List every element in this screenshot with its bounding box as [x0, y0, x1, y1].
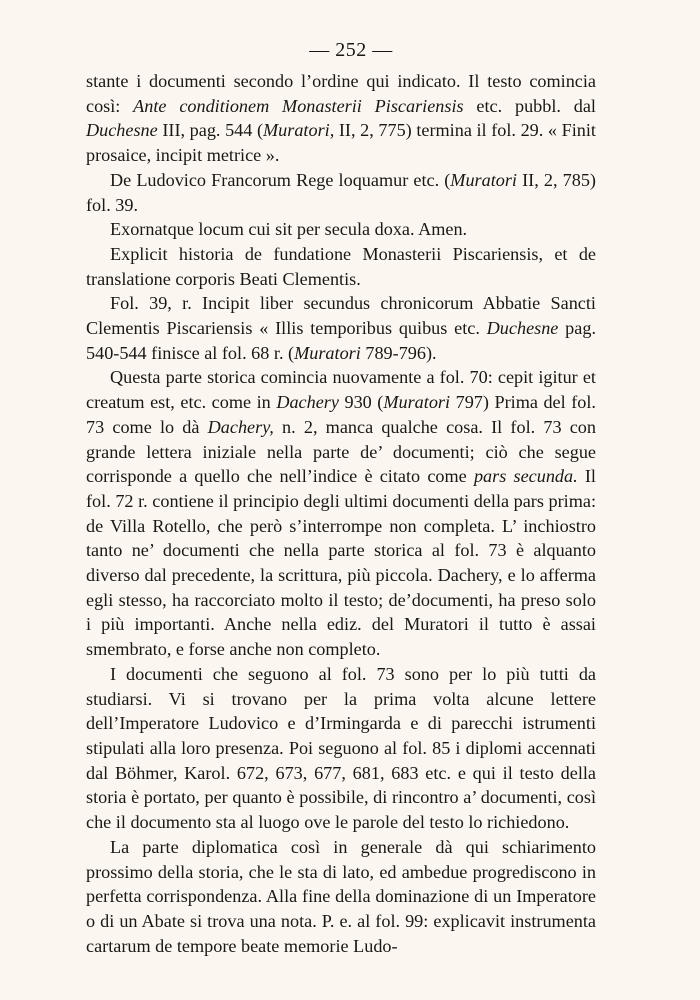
italic-text: pars secunda. [473, 466, 578, 487]
italic-text: Ante conditionem Monasterii Piscariensis [133, 95, 464, 116]
text-segment: stante i documenti secondo l’ordine qui indicato. Il testo comincia così: [86, 71, 596, 116]
paragraph-p3 [86, 217, 596, 242]
italic-text: Duchesne [86, 120, 158, 141]
text-segment: Explicit historia de fundatione Monasterii Piscariensis, et de translatione corporis Beati Clementis. [86, 243, 596, 289]
text-segment: II, 2, 775) termina il fol. 29. « Finit prosaice, incipit metrice ». [86, 120, 596, 166]
text-segment: Il fol. 72 r. contiene il principio degli ultimi documenti della pars prima: de Villa Rotello, che però s’interrompe non completa. L’ inchiostro tanto ne’ documenti che nella parte storica al fol. 73 è alquanto diverso dal precedente, la scrittura, più piccola. Dachery, e lo afferma egli stesso, ha raccorciato molto il testo; de’documenti, ha preso solo i più importanti. Anche nella ediz. del Muratori il tutto è assai smembrato, e forse anche non completo. [86, 466, 596, 660]
paragraph-p7 [86, 662, 596, 835]
italic-text: Dachery, [207, 416, 274, 437]
italic-text: Dachery [276, 392, 339, 413]
paragraph-p5 [86, 291, 596, 365]
paragraph-p6 [86, 365, 596, 661]
text-segment: Questa parte storica comincia nuovamente a fol. 70: cepit igitur et creatum est, etc. come in [86, 367, 596, 413]
text-segment: pag. 540-544 finisce al fol. 68 r. ( [86, 318, 596, 363]
text-segment: 930 ( [338, 392, 384, 413]
body-text [86, 69, 596, 958]
text-segment: n. 2, manca qualche cosa. Il fol. 73 con grande lettera iniziale nella parte de’ documenti; ciò che segue corrisponde a quello che nell’indice è citato come [86, 416, 596, 487]
page-number: — 252 — [309, 39, 393, 61]
text-segment: II, 2, 785) fol. 39. [86, 169, 596, 215]
text-segment: 789-796). [360, 342, 437, 363]
italic-text: Muratori [450, 169, 517, 190]
italic-text: Duchesne [486, 318, 559, 339]
text-segment: III, pag. 544 ( [157, 120, 264, 141]
paragraph-p2 [86, 168, 596, 217]
paragraph-p1 [86, 69, 596, 168]
text-segment: etc. pubbl. dal [463, 95, 596, 116]
italic-text: Muratori [294, 342, 361, 363]
text-segment: De Ludovico Francorum Rege loquamur etc. ( [110, 169, 451, 190]
text-segment: 797) Prima del fol. 73 come lo dà [86, 392, 596, 437]
text-segment: La parte diplomatica così in generale dà qui schiarimento prossimo della storia, che le sta di lato, ed ambedue progrediscono in perfetta corrispondenza. Alla fine della dominazione di un Imperatore o di un Abate si trova una nota. P. e. al fol. 99: explicavit instrumenta cartarum de tempore beate memorie Ludo- [86, 836, 596, 956]
text-segment: Exornatque locum cui sit per secula doxa. Amen. [110, 219, 468, 240]
paragraph-p4 [86, 242, 596, 291]
italic-text: Muratori [383, 392, 451, 413]
text-segment: Fol. 39, r. Incipit liber secundus chronicorum Abbatie Sancti Clementis Piscariensis « Illis temporibus quibus etc. [86, 293, 596, 339]
text-segment: I documenti che seguono al fol. 73 sono per lo più tutti da studiarsi. Vi si trovano per la prima volta alcune lettere dell’Imperatore Ludovico e d’Irmingarda e di parecchi istrumenti stipulati alla loro presenza. Poi seguono al fol. 85 i diplomi accennati dal Böhmer, Karol. 672, 673, 677, 681, 683 etc. e qui il testo della storia è portato, per quanto è possibile, di rincontro a’ documenti, così che il documento sta al luogo ove le parole del testo lo richiedono. [86, 663, 596, 833]
paragraph-p8 [86, 835, 596, 959]
italic-text: Muratori, [263, 120, 335, 141]
